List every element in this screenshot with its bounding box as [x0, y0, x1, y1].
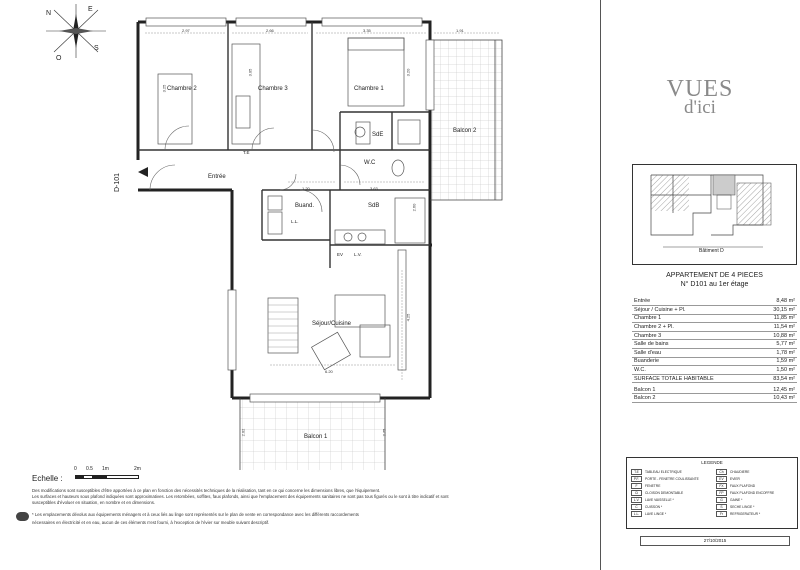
dim-label: 1.91	[456, 28, 464, 33]
legend-item	[716, 511, 795, 516]
room-buanderie: Buand.	[295, 203, 315, 209]
legend-text: CHAUDIERE	[730, 469, 750, 474]
legend	[626, 457, 798, 529]
room-area: 1,50 m²	[758, 366, 797, 375]
legend-symbol: G	[716, 497, 727, 503]
room-area: 5,77 m²	[758, 340, 797, 349]
key-plan-label: Bâtiment D	[699, 248, 724, 254]
table-row	[632, 366, 797, 375]
room-name: Séjour / Cuisine + Pl.	[632, 306, 758, 315]
room-lave-vaisselle: L.V.	[354, 252, 362, 257]
room-chambre-3: Chambre 3	[258, 86, 288, 92]
legend-item	[716, 476, 795, 481]
room-evier: EV	[337, 252, 344, 257]
compass-s: S	[94, 45, 99, 52]
room-wc: W.C	[364, 160, 376, 166]
room-area: 1,59 m²	[758, 357, 797, 366]
date-stamp: 27/10/2015	[640, 536, 790, 546]
legend-item	[716, 490, 795, 495]
legend-item	[631, 483, 710, 488]
table-row	[632, 306, 797, 315]
dim-label: 2.60	[411, 203, 417, 212]
key-plan	[632, 164, 797, 265]
legend-symbol: Ci	[631, 490, 642, 496]
legend-item	[716, 504, 795, 509]
note-text: Des modifications sont susceptibles d'être apportées à ce plan en fonction des nécessités techniques de la réalisation, tant en ce qui concerne les dimensions libres, que l'équipement.	[32, 488, 381, 493]
dim-label: 2.75	[381, 428, 387, 437]
legend-item	[631, 504, 710, 509]
legend-symbol: F	[631, 483, 642, 489]
room-name: Chambre 3	[632, 331, 758, 340]
scale-tick-label: 0	[74, 466, 77, 472]
legend-text: GAINE *	[730, 497, 743, 502]
legend-symbol: EV	[716, 476, 727, 482]
dim-label: 1.20	[302, 186, 310, 191]
table-row	[632, 394, 797, 403]
note-text: Les surfaces et hauteurs sous plafond indiquées sont approximatives. Les retombées, soffites, faux plafonds, ainsi que l'emplacement des équipements sanitaires ne sont pas tous figurés ou le sont à titre indicatif et sont susceptibles d'évoluer en situation, en nombre et en dimensions.	[32, 494, 449, 505]
total-label: SURFACE TOTALE HABITABLE	[632, 374, 758, 383]
sidebar-divider	[600, 0, 601, 570]
dim-label: 3.20	[405, 68, 411, 77]
room-name: W.C.	[632, 366, 758, 375]
total-area: 83,54 m²	[758, 374, 797, 383]
legend-item	[716, 483, 795, 488]
legend-item	[631, 469, 710, 474]
info-icon	[16, 512, 29, 521]
room-balcon-2: Balcon 2	[453, 128, 477, 134]
room-sde: SdE	[372, 132, 384, 138]
legend-text: SECHE LINGE *	[730, 504, 755, 509]
room-area: 11,85 m²	[758, 314, 797, 323]
scale-tick-label: 1m	[102, 466, 109, 472]
room-name: Entrée	[632, 297, 758, 306]
legend-symbol: FP	[716, 490, 727, 496]
room-areas-table	[632, 297, 797, 403]
brand-line-2: d'ici	[684, 97, 716, 118]
balcony-name: Balcon 1	[632, 383, 758, 394]
legend-item	[631, 497, 710, 502]
room-area: 11,54 m²	[758, 323, 797, 332]
room-name: Salle de bains	[632, 340, 758, 349]
room-area: 30,15 m²	[758, 306, 797, 315]
table-row	[632, 383, 797, 394]
note-text: nécessaires en électricité et en eau, aucun de ces éléments n'est fourni, à l'exception de l'évier sur meuble suivant descriptif.	[32, 520, 270, 525]
table-row	[632, 340, 797, 349]
legend-text: FAUX PLAFOND	[730, 483, 756, 488]
apartment-title: APPARTEMENT DE 4 PIECES	[666, 272, 763, 279]
dim-label: 2.66	[266, 28, 274, 33]
legend-text: FAUX PLAFOND ENCOFFRE	[730, 490, 775, 495]
legend-text: LAVE LINGE *	[645, 511, 667, 516]
dim-label: 3.05	[247, 68, 253, 77]
dim-label: 2.97	[182, 28, 190, 33]
legend-item	[631, 490, 710, 495]
apartment-subtitle: N° D101 au 1er étage	[680, 280, 749, 288]
legend-item	[631, 476, 710, 481]
table-row	[632, 314, 797, 323]
brand-logo	[655, 78, 745, 116]
compass-n: N	[46, 10, 52, 17]
total-row	[632, 374, 797, 383]
brand-line-1: VUES	[666, 76, 734, 102]
legend-symbol: Ch	[716, 469, 727, 475]
table-row	[632, 323, 797, 332]
legend-symbol: L.V.	[631, 497, 642, 503]
legend-grid	[631, 469, 795, 516]
legend-symbol: T.E	[631, 469, 642, 475]
legend-text: REFRIGERATEUR *	[730, 511, 761, 516]
dim-label: 3.25	[161, 84, 167, 93]
legend-item	[716, 469, 795, 474]
scale-tick-label: 2m	[134, 466, 141, 472]
legend-text: CLOISON DEMONTABLE	[645, 490, 684, 495]
dim-label: 3.35	[363, 28, 371, 33]
legend-title: LEGENDE	[701, 460, 723, 465]
room-balcon-1: Balcon 1	[304, 434, 328, 440]
room-name: Chambre 1	[632, 314, 758, 323]
dim-label: 3.63	[370, 186, 378, 191]
scale-bar	[75, 475, 139, 479]
room-chambre-1: Chambre 1	[354, 86, 384, 92]
table-row	[632, 331, 797, 340]
compass-o: O	[56, 55, 62, 62]
room-tableau-electrique: T.E	[243, 150, 250, 155]
room-area: 8,48 m²	[758, 297, 797, 306]
scale-tick-label: 0.5	[86, 466, 93, 472]
balcony-area: 10,43 m²	[758, 394, 797, 403]
room-name: Buanderie	[632, 357, 758, 366]
legend-text: LAVE VAISSELLE *	[645, 497, 674, 502]
legend-item	[631, 511, 710, 516]
legend-text: EVIER	[730, 476, 740, 481]
room-sejour-cuisine: Séjour/Cuisine	[312, 321, 352, 327]
balcony-name: Balcon 2	[632, 394, 758, 403]
legend-symbol: FX	[716, 483, 727, 489]
legend-symbol: S	[716, 504, 727, 510]
table-row	[632, 349, 797, 358]
scale-title: Echelle :	[32, 474, 63, 483]
compass-e: E	[88, 6, 93, 13]
dim-label: 2.02	[240, 428, 246, 437]
dim-label: 6.20	[325, 369, 333, 374]
legend-symbol: C	[631, 504, 642, 510]
balcony-area: 12,45 m²	[758, 383, 797, 394]
legend-text: FENETRE	[645, 483, 661, 488]
door-label: D-101	[114, 172, 121, 192]
legend-symbol: L.L.	[631, 511, 642, 517]
apartment-title-block	[632, 272, 797, 289]
legend-symbol: P.F.	[631, 476, 642, 482]
table-row	[632, 357, 797, 366]
dim-label: 4.25	[405, 313, 411, 322]
table-row	[632, 297, 797, 306]
legend-text: TABLEAU ELECTRIQUE	[645, 469, 682, 474]
room-name: Chambre 2 + Pl.	[632, 323, 758, 332]
room-entree: Entrée	[208, 174, 226, 180]
legend-item	[716, 497, 795, 502]
note-text: * Les emplacements dévolus aux équipements ménagers et à ceux liés au linge sont représentés sur le plan de vente en correspondance avec les différents raccordements	[32, 512, 359, 517]
legend-symbol: Fr	[716, 511, 727, 517]
legend-text: CUISSON *	[645, 504, 663, 509]
legend-text: PORTE - FENETRE COULISSANTE	[645, 476, 699, 481]
room-chambre-2: Chambre 2	[167, 86, 197, 92]
room-sdb: SdB	[368, 203, 380, 209]
room-area: 1,78 m²	[758, 349, 797, 358]
room-area: 10,88 m²	[758, 331, 797, 340]
room-name: Salle d'eau	[632, 349, 758, 358]
room-lave-linge: L.L.	[291, 219, 299, 224]
